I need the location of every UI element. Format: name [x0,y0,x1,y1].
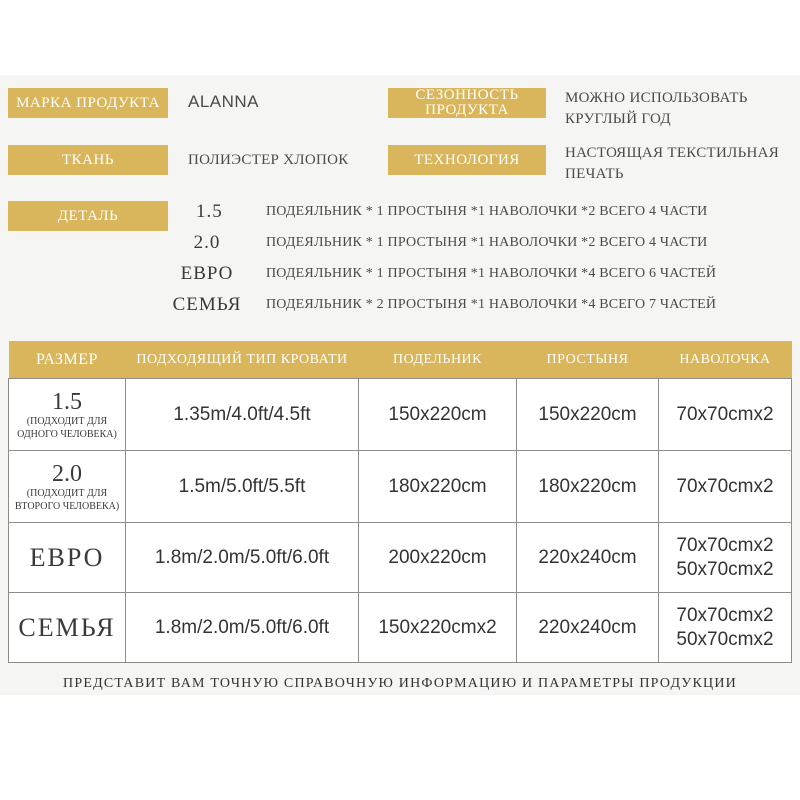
season-label: СЕЗОННОСТЬ ПРОДУКТА [388,88,546,118]
table-row [9,523,792,593]
header-pillowcase: НАВОЛОЧКА [659,341,792,379]
pillow-cell [659,451,792,523]
detail-size-1-5: 1.5 [196,201,223,222]
pillow-value: 70x70cmx2 [676,475,774,497]
size-value: ЕВРО [29,542,105,572]
table-header-row [9,341,792,379]
pillow-value: 50x70cmx2 [676,558,774,580]
duvet-cell: 150x220cm [359,379,517,451]
pillow-cell [659,379,792,451]
detail-text-euro: ПОДЕЯЛЬНИК * 1 ПРОСТЫНЯ *1 НАВОЛОЧКИ *4 ВСЕГО 6 ЧАСТЕЙ [266,266,717,281]
fabric-value: ПОЛИЭСТЕР ХЛОПОК [188,152,349,168]
pillow-value: 70x70cmx2 [676,534,774,556]
size-note: ВТОРОГО ЧЕЛОВЕКА) [14,500,120,512]
duvet-cell: 200x220cm [359,523,517,593]
detail-text-family: ПОДЕЯЛЬНИК * 2 ПРОСТЫНЯ *1 НАВОЛОЧКИ *4 ВСЕГО 7 ЧАСТЕЙ [266,297,717,312]
size-table [8,341,792,663]
detail-text-2-0: ПОДЕЯЛЬНИК * 1 ПРОСТЫНЯ *1 НАВОЛОЧКИ *2 ВСЕГО 4 ЧАСТИ [266,235,708,250]
pillow-value: 70x70cmx2 [676,604,774,626]
fabric-label: ТКАНЬ [8,145,168,175]
size-cell [9,379,126,451]
brand-value: ALANNA [188,92,260,111]
detail-size-euro: ЕВРО [180,263,234,284]
detail-text-1-5: ПОДЕЯЛЬНИК * 1 ПРОСТЫНЯ *1 НАВОЛОЧКИ *2 ВСЕГО 4 ЧАСТИ [266,204,708,219]
duvet-cell: 180x220cm [359,451,517,523]
size-note: ОДНОГО ЧЕЛОВЕКА) [17,428,117,440]
sheet-cell: 180x220cm [517,451,659,523]
table-row [9,593,792,663]
size-cell [9,593,126,663]
header-sheet: ПРОСТЫНЯ [517,341,659,379]
technology-label: ТЕХНОЛОГИЯ [388,145,546,175]
footer-note: ПРЕДСТАВИТ ВАМ ТОЧНУЮ СПРАВОЧНУЮ ИНФОРМАЦИЮ И ПАРАМЕТРЫ ПРОДУКЦИИ [63,676,737,691]
bed-cell: 1.35m/4.0ft/4.5ft [126,379,359,451]
sheet-cell: 220x240cm [517,593,659,663]
technology-value: НАСТОЯЩАЯ ТЕКСТИЛЬНАЯ ПЕЧАТЬ [565,145,780,182]
size-note: (ПОДХОДИТ ДЛЯ [26,487,108,499]
bed-cell: 1.8m/2.0m/5.0ft/6.0ft [126,523,359,593]
size-value: СЕМЬЯ [18,612,116,642]
detail-size-2-0: 2.0 [193,232,221,253]
brand-label: МАРКА ПРОДУКТА [8,88,168,118]
duvet-cell: 150x220cmx2 [359,593,517,663]
pillow-value: 70x70cmx2 [676,403,774,425]
size-value: 2.0 [52,460,82,487]
detail-size-family: СЕМЬЯ [172,294,242,315]
sheet-cell: 150x220cm [517,379,659,451]
header-bed-type: ПОДХОДЯЩИЙ ТИП КРОВАТИ [126,341,359,379]
pillow-cell [659,593,792,663]
size-note: (ПОДХОДИТ ДЛЯ [26,415,108,427]
pillow-cell [659,523,792,593]
season-value: МОЖНО ИСПОЛЬЗОВАТЬ КРУГЛЫЙ ГОД [565,90,748,127]
header-duvet: ПОДЕЛЬНИК [359,341,517,379]
sheet-cell: 220x240cm [517,523,659,593]
size-cell [9,523,126,593]
size-cell [9,451,126,523]
bed-cell: 1.8m/2.0m/5.0ft/6.0ft [126,593,359,663]
table-row [9,451,792,523]
detail-label: ДЕТАЛЬ [8,201,168,231]
pillow-value: 50x70cmx2 [676,628,774,650]
bed-cell: 1.5m/5.0ft/5.5ft [126,451,359,523]
header-size: РАЗМЕР [9,341,126,379]
size-value: 1.5 [52,388,82,415]
table-row [9,379,792,451]
